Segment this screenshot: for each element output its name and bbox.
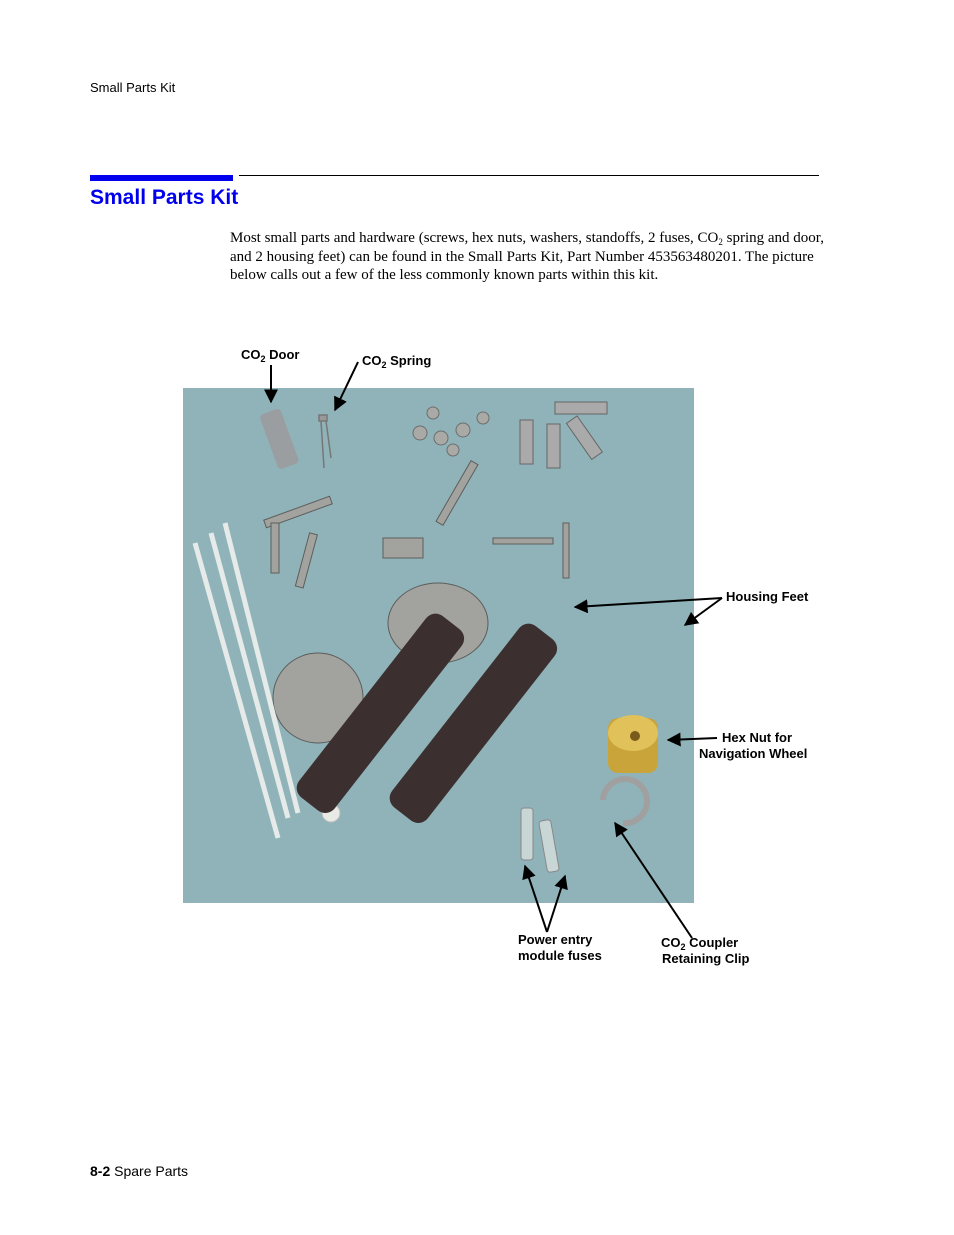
arrow-fuse-2 <box>547 876 565 932</box>
label-line <box>661 935 749 951</box>
label-line: module fuses <box>518 948 602 963</box>
label-text: Door <box>265 347 300 362</box>
arrow-fuse-1 <box>525 866 547 932</box>
section-title: Small Parts Kit <box>90 186 239 209</box>
body-text-2: spring and door, and 2 housing feet) can be found in the Small Parts Kit, Part Number 453563480201. The picture below calls out a few of the less commonly known parts within this kit. <box>230 230 824 283</box>
label-text: Spring <box>386 353 432 368</box>
label-line: Retaining Clip <box>662 951 750 966</box>
body-sub: 2 <box>718 237 723 247</box>
label-sub: 2 <box>381 360 387 370</box>
arrow-housing-foot-2 <box>685 598 722 625</box>
label-text: CO <box>241 347 261 362</box>
label-coupler-clip <box>661 935 749 967</box>
arrow-housing-foot-1 <box>575 598 722 607</box>
label-line: Power entry <box>518 932 593 947</box>
arrow-coupler-clip <box>615 823 692 938</box>
arrow-co2-spring <box>335 362 358 410</box>
label-text: CO <box>362 353 382 368</box>
label-text: CO <box>661 935 681 950</box>
label-line: Navigation Wheel <box>699 746 808 761</box>
label-co2-door <box>241 347 299 363</box>
label-co2-spring <box>362 353 431 369</box>
label-housing-feet: Housing Feet <box>726 589 809 604</box>
body-text-1: Most small parts and hardware (screws, hex nuts, washers, standoffs, 2 fuses, CO <box>230 230 719 246</box>
page-footer <box>90 1163 188 1179</box>
label-line: Hex Nut for <box>722 730 793 745</box>
label-sub: 2 <box>680 942 686 952</box>
page-number: 8-2 <box>90 1163 111 1179</box>
chapter-name: Spare Parts <box>110 1163 189 1179</box>
label-hex-nut <box>699 730 807 762</box>
label-sub: 2 <box>260 354 266 364</box>
label-fuses <box>518 932 602 964</box>
label-text: Coupler <box>685 935 739 950</box>
running-head: Small Parts Kit <box>90 80 176 95</box>
